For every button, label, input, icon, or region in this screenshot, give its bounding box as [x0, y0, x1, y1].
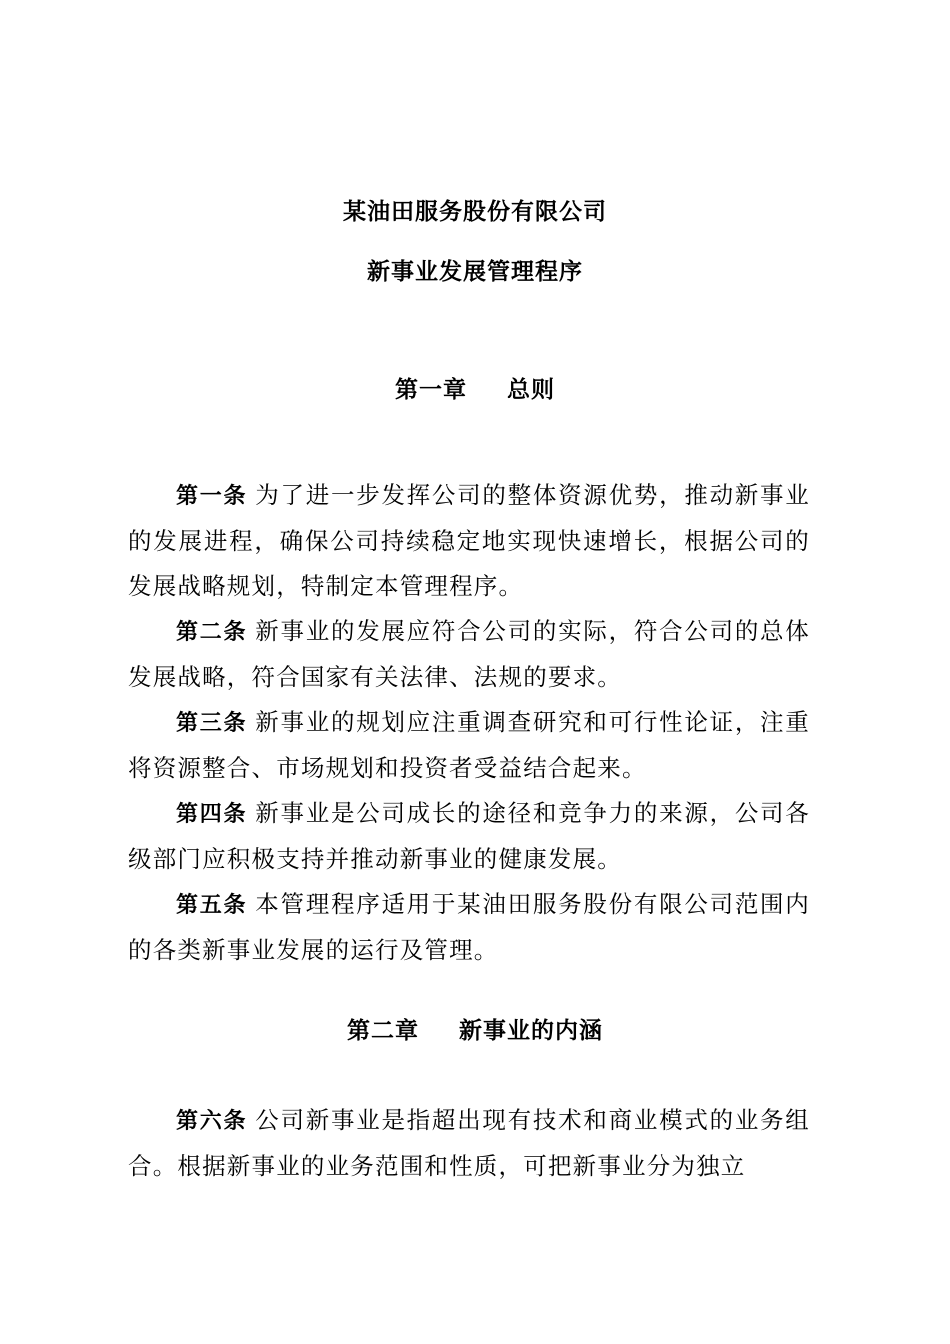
chapter-2-body — [128, 1098, 810, 1189]
article-2-label: 第二条 — [176, 620, 248, 645]
article-2-text: 新事业的发展应符合公司的实际，符合公司的总体发展战略，符合国家有关法律、法规的要求。 — [128, 617, 810, 691]
article-4 — [128, 791, 810, 882]
article-4-label: 第四条 — [176, 802, 248, 827]
chapter-1-heading — [0, 375, 950, 405]
chapter-1-number: 第一章 — [395, 377, 467, 403]
chapter-2-number: 第二章 — [347, 1018, 419, 1044]
article-6-text: 公司新事业是指超出现有技术和商业模式的业务组合。根据新事业的业务范围和性质，可把新事业分为独立 — [128, 1106, 810, 1180]
article-6 — [128, 1098, 810, 1189]
article-6-label: 第六条 — [176, 1109, 248, 1134]
chapter-2-name: 新事业的内涵 — [459, 1018, 603, 1044]
article-3 — [128, 700, 810, 791]
company-name: 某油田服务股份有限公司 — [343, 199, 607, 225]
article-5-text: 本管理程序适用于某油田服务股份有限公司范围内的各类新事业发展的运行及管理。 — [128, 890, 810, 964]
article-5-label: 第五条 — [176, 893, 248, 918]
article-5 — [128, 882, 810, 973]
article-4-text: 新事业是公司成长的途径和竞争力的来源，公司各级部门应积极支持并推动新事业的健康发展。 — [128, 799, 810, 873]
article-3-label: 第三条 — [176, 711, 248, 736]
article-3-text: 新事业的规划应注重调查研究和可行性论证，注重将资源整合、市场规划和投资者受益结合起来。 — [128, 708, 810, 782]
article-2 — [128, 609, 810, 700]
article-1-label: 第一条 — [176, 484, 248, 509]
chapter-2-heading — [0, 1016, 950, 1046]
chapter-1-name: 总则 — [507, 377, 555, 403]
document-title: 新事业发展管理程序 — [367, 259, 583, 285]
chapter-1-body — [128, 473, 810, 973]
article-1-text: 为了进一步发挥公司的整体资源优势，推动新事业的发展进程，确保公司持续稳定地实现快速增长，根据公司的发展战略规划，特制定本管理程序。 — [128, 481, 810, 600]
article-1 — [128, 473, 810, 609]
